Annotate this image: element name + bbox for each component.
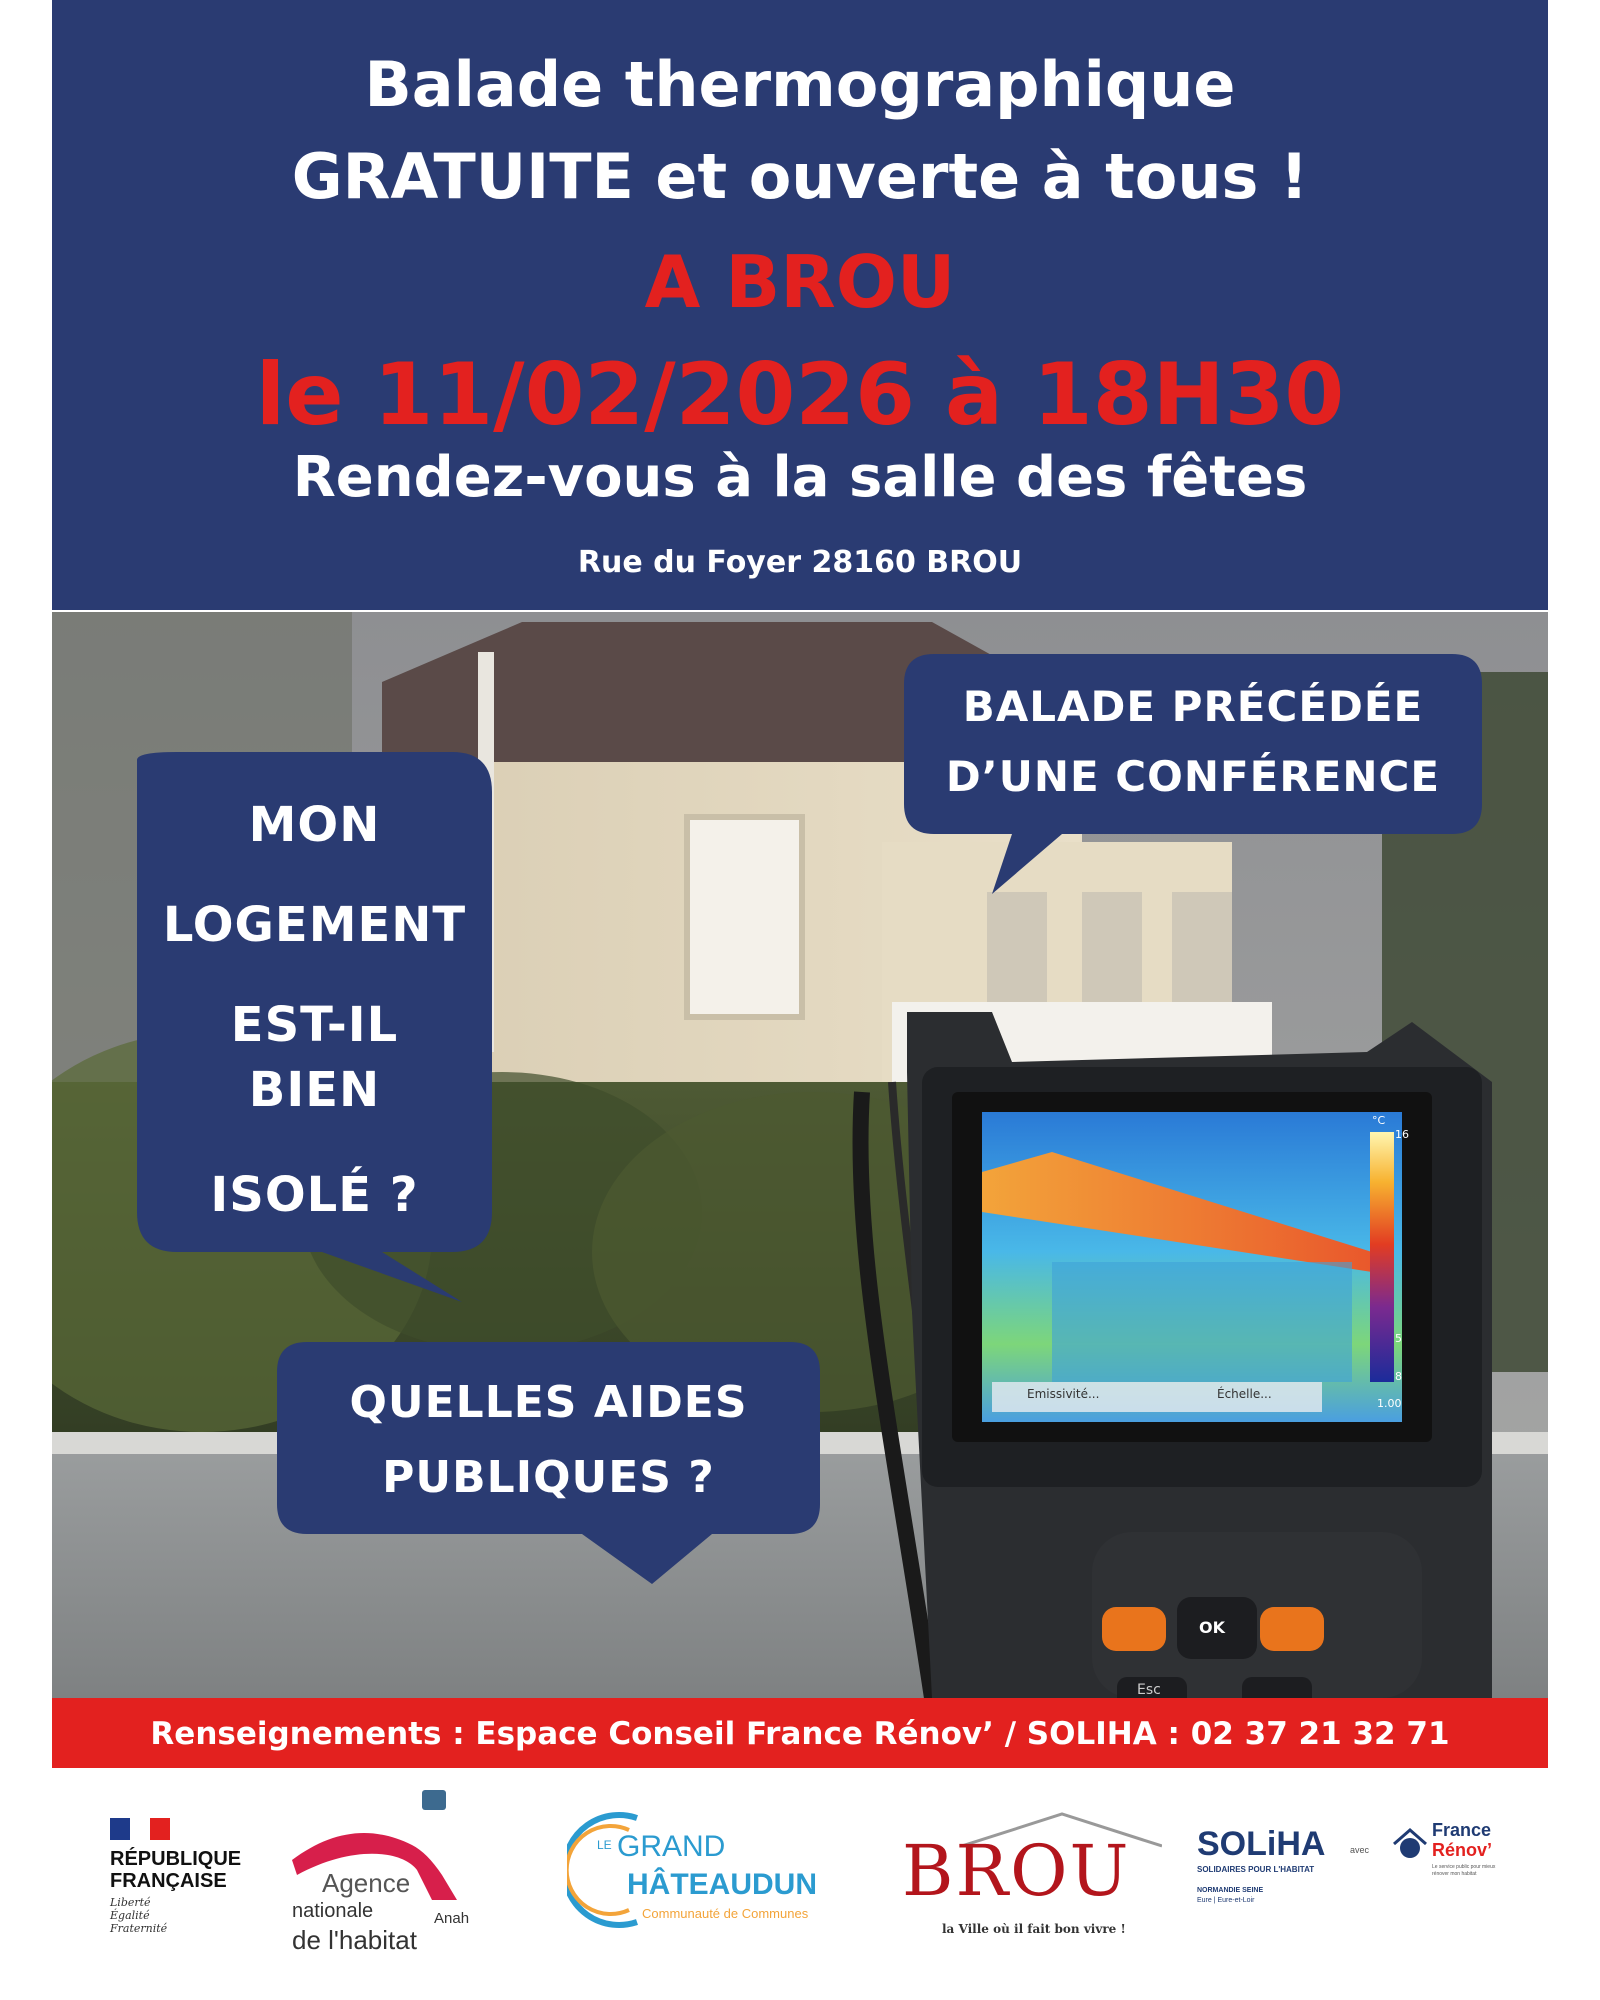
camera-scale-top: 16 [1395,1128,1409,1141]
france-renov-line2: Rénov’ [1432,1840,1493,1860]
camera-soft-right: Échelle... [1217,1387,1272,1401]
republique-line2: FRANÇAISE [110,1870,227,1892]
partner-logos [52,1770,1548,1995]
meeting-place: Rendez-vous à la salle des fêtes [292,445,1308,510]
logo-republique-francaise [110,1818,270,1958]
chateaudun-sub: Communauté de Communes [642,1906,809,1921]
camera-scale-bottom: 8 [1395,1370,1402,1383]
bubble-left-line2: LOGEMENT [162,897,467,953]
motto-2: Égalité [110,1909,150,1922]
chateaudun-le: LE [597,1838,612,1852]
headline-title: Balade thermographique [364,48,1236,121]
bubble-left-line4: BIEN [248,1062,381,1118]
camera-scale-value: 1.00 [1377,1397,1402,1410]
headline-subtitle: GRATUITE et ouverte à tous ! [291,140,1309,213]
bubble-right-line2: D’UNE CONFÉRENCE [945,752,1441,801]
anah-acronym: Anah [434,1910,470,1927]
camera-esc-label: Esc [1137,1682,1161,1698]
camera-soft-left: Emissivité... [1027,1387,1100,1401]
brou-tagline: la Ville où il fait bon vivre ! [942,1922,1126,1936]
address: Rue du Foyer 28160 BROU [577,545,1023,580]
bubble-right-line1: BALADE PRÉCÉDÉE [962,682,1424,731]
soliha-region: NORMANDIE SEINE [1197,1887,1264,1894]
logo-grand-chateaudun [567,1810,857,1960]
france-renov-house-icon [1390,1822,1430,1862]
poster [52,0,1548,1995]
logo-brou [902,1810,1162,1960]
headline-date: le 11/02/2026 à 18H30 [255,345,1345,445]
header-banner [52,0,1548,610]
camera-scale-mid: 5 [1395,1332,1402,1345]
thermal-camera-photo [52,612,1548,1698]
logo-france-renov [1390,1818,1520,1918]
headline-location: A BROU [644,240,956,324]
brou-wordmark: BROU [902,1830,1131,1912]
soliha-wordmark: SOLiHA [1197,1825,1326,1863]
bubble-left-line5: ISOLÉ ? [210,1167,419,1223]
anah-agence: Agence [322,1868,411,1898]
france-renov-line1: France [1432,1820,1492,1840]
camera-scale-unit: °C [1372,1114,1386,1127]
bubble-left-line3: EST-IL [230,997,399,1053]
anah-nationale: nationale [292,1900,374,1922]
republique-line1: RÉPUBLIQUE [110,1848,242,1870]
bubble-left-line1: MON [248,797,381,853]
chateaudun-name: HÂTEAUDUN [627,1868,817,1901]
info-bar [52,1698,1548,1768]
france-renov-tagline: Le service public pour mieux rénover mon habitat [1432,1864,1496,1877]
camera-ok-label: OK [1199,1618,1225,1637]
soliha-depts: Eure | Eure-et-Loir [1197,1897,1255,1904]
chateaudun-grand: GRAND [617,1830,726,1863]
bubble-bottom-line2: PUBLIQUES ? [382,1452,715,1503]
anah-habitat: de l'habitat [292,1925,417,1955]
logo-anah [292,1790,492,1970]
info-text: Renseignements : Espace Conseil France Rénov’ / SOLIHA : 02 37 21 32 71 [150,1716,1450,1752]
logo-soliha [1197,1825,1377,1925]
soliha-tagline: SOLIDAIRES POUR L'HABITAT [1197,1865,1315,1874]
french-flag-icon [110,1818,170,1840]
motto-3: Fraternité [110,1922,168,1935]
motto-1: Liberté [110,1896,151,1909]
bubble-bottom-line1: QUELLES AIDES [349,1377,748,1428]
soliha-avec: avec [1350,1845,1370,1855]
